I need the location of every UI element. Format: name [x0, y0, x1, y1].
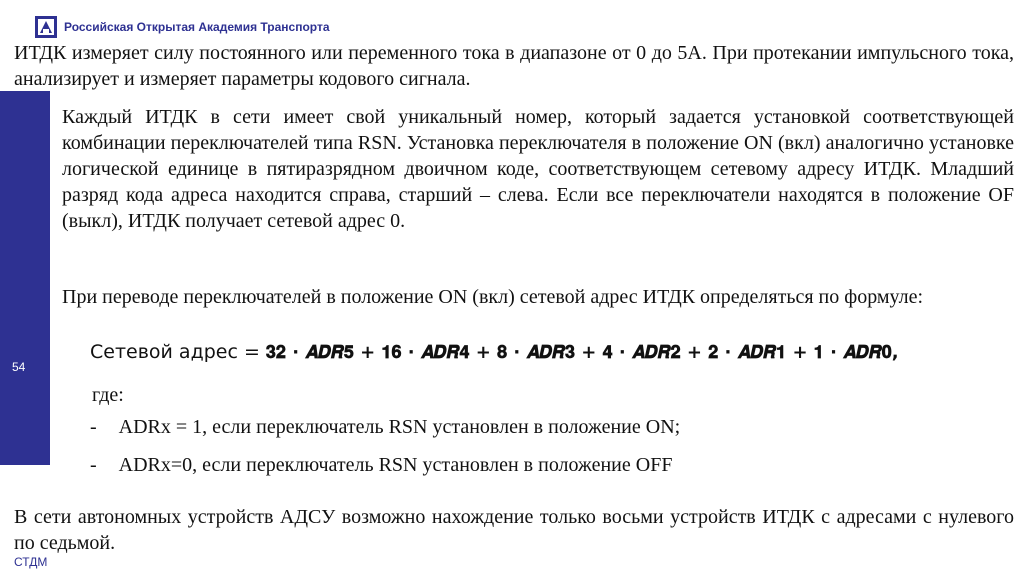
list-item — [90, 414, 680, 440]
network-number-paragraph: Каждый ИТДК в сети имеет свой уникальный номер, который задается установкой соответствующей комбинации переключателей типа RSN. Установка переключателя в положение ON (вкл) аналогично установке логической единице в пятиразрядном двоичном коде, соответствующем сетевому адресу ИТДК. Младший разряд кода адреса находится справа, старший – слева. Если все переключатели находятся в положение OF (выкл), ИТДК получает сетевой адрес 0. — [62, 106, 1014, 232]
where-label: где: — [92, 384, 124, 406]
list-item-text: ADRx = 1, если переключатель RSN установлен в положение ON; — [118, 416, 681, 438]
list-dash: - — [90, 454, 97, 476]
list-item — [90, 452, 672, 478]
formula-intro-paragraph: При переводе переключателей в положение ON (вкл) сетевой адрес ИТДК определяться по формуле: — [62, 286, 924, 308]
header — [34, 14, 330, 40]
footer-label: СТДМ — [14, 555, 48, 569]
list-dash: - — [90, 416, 97, 438]
closing-paragraph: В сети автономных устройств АДСУ возможно нахождение только восьми устройств ИТДК с адресами с нулевого по седьмой. — [14, 506, 1014, 554]
lead-paragraph: ИТДК измеряет силу постоянного или переменного тока в диапазоне от 0 до 5А. При протекании импульсного тока, анализирует и измеряет параметры кодового сигнала. — [14, 42, 1014, 90]
page-number: 54 — [12, 360, 26, 374]
address-formula — [90, 338, 1014, 366]
sidebar-bar — [0, 91, 50, 465]
formula-label: Сетевой адрес = — [90, 341, 266, 363]
formula-expression: 𝟑𝟐 · 𝑨𝑫𝑹𝟓 + 𝟏𝟔 · 𝑨𝑫𝑹𝟒 + 𝟖 · 𝑨𝑫𝑹𝟑 + 𝟒 · 𝑨𝑫𝑹𝟐 + 𝟐 · 𝑨𝑫𝑹𝟏 + 𝟏 · 𝑨𝑫𝑹𝟎, — [265, 342, 899, 363]
org-name: Российская Открытая Академия Транспорта — [64, 20, 330, 34]
list-item-text: ADRx=0, если переключатель RSN установлен в положение OFF — [118, 454, 673, 476]
academy-logo-icon — [34, 15, 58, 39]
